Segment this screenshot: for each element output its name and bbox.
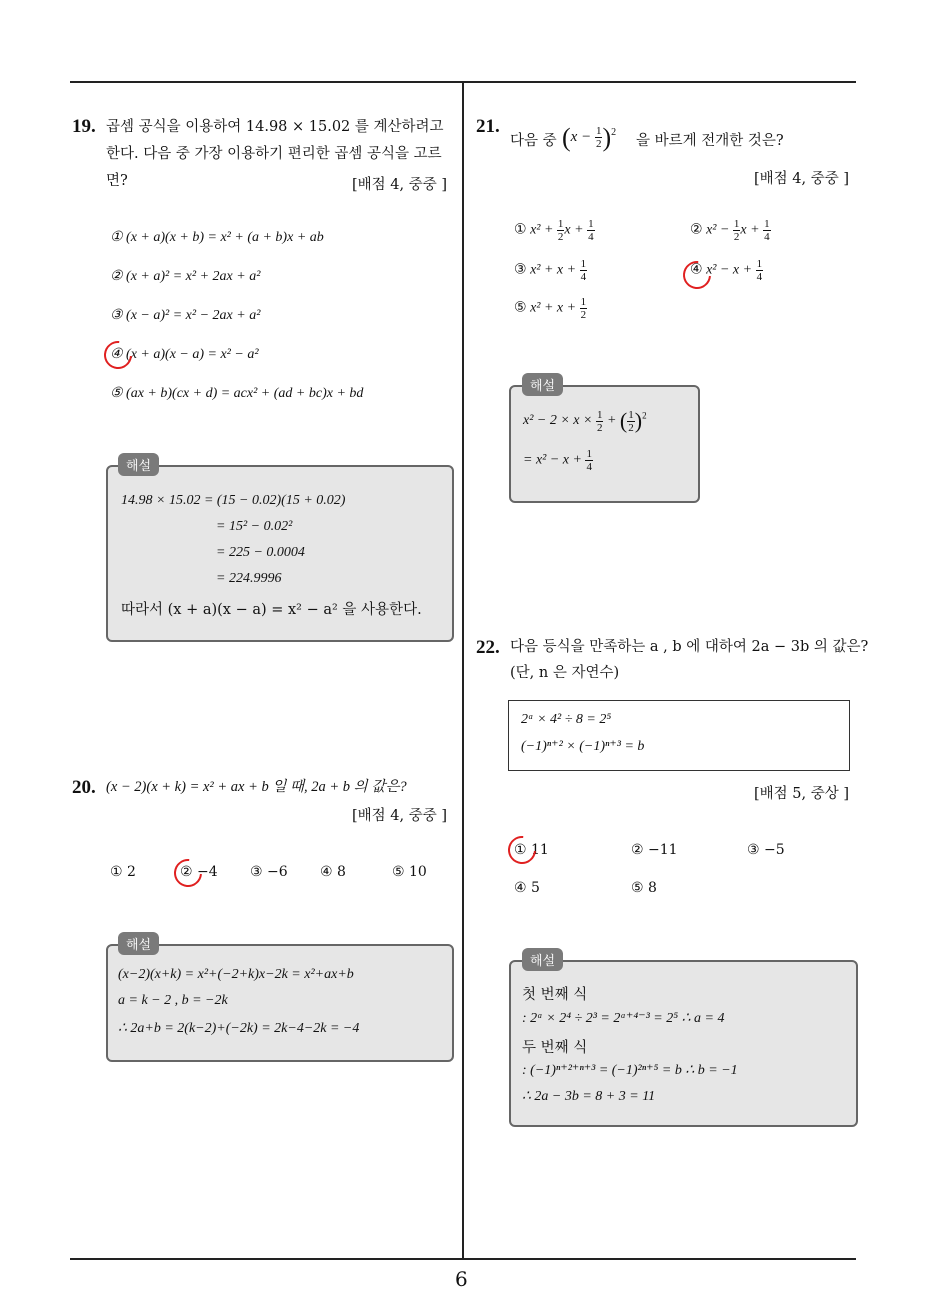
solution-line: ∴ 2a+b = 2(k−2)+(−2k) = 2k−4−2k = −4 xyxy=(118,1021,360,1036)
choice-3[interactable]: ③ −6 xyxy=(250,864,288,880)
solution-line: 14.98 × 15.02 = (15 − 0.02)(15 + 0.02) xyxy=(121,493,346,508)
question-text-post: 을 바르게 전개한 것은? xyxy=(636,133,784,149)
solution-line: = 224.9996 xyxy=(216,571,282,586)
column-divider xyxy=(462,81,464,1259)
solution-line: a = k − 2 , b = −2k xyxy=(118,993,228,1008)
choice-5[interactable]: ⑤ 10 xyxy=(392,864,427,880)
solution-line: (x−2)(x+k) = x²+(−2+k)x−2k = x²+ax+b xyxy=(118,967,354,982)
choice-3[interactable]: ③ x² + x + $\frac{1}{4}$ xyxy=(514,258,587,283)
solution-line: = 225 − 0.0004 xyxy=(216,545,305,560)
question-text-line: 한다. 다음 중 가장 이용하기 편리한 곱셈 공식을 고르 xyxy=(106,146,442,162)
question-text: (x − 2)(x + k) = x² + ax + b 일 때, 2a + b 의 값은? xyxy=(106,779,407,795)
solution-line: 두 번째 식 xyxy=(522,1040,588,1056)
solution-line: = 15² − 0.02² xyxy=(216,519,293,534)
choice-5[interactable]: ⑤ (ax + b)(cx + d) = acx² + (ad + bc)x + bd xyxy=(110,386,364,401)
solution-line: = x² − x + $\frac{1}{4}$ xyxy=(523,448,592,473)
question-number: 19. xyxy=(72,116,96,137)
solution-line: 첫 번째 식 xyxy=(522,987,588,1003)
question-expression: (x − $\frac{1}{2}$ )$^2$ xyxy=(562,123,617,153)
answer-mark-circle xyxy=(168,853,207,892)
bottom-rule xyxy=(70,1258,856,1260)
choice-1[interactable]: ① x² + $\frac{1}{2}$ x + $\frac{1}{4}$ xyxy=(514,218,594,243)
solution-tag: 해설 xyxy=(118,453,159,476)
question-number: 21. xyxy=(476,116,500,137)
question-text-line: (단, n 은 자연수) xyxy=(510,665,620,681)
choice-2[interactable]: ② x² − $\frac{1}{2}$ x + $\frac{1}{4}$ xyxy=(690,218,770,243)
choice-2[interactable]: ② −4 xyxy=(180,864,218,880)
answer-mark-circle xyxy=(502,830,541,869)
solution-line: : 2ᵃ × 2⁴ ÷ 2³ = 2ᵃ⁺⁴⁻³ = 2⁵ ∴ a = 4 xyxy=(522,1011,725,1026)
question-text-line: 곱셈 공식을 이용하여 14.98 × 15.02 를 계산하려고 xyxy=(106,119,444,135)
answer-mark-circle xyxy=(98,335,137,374)
choice-4[interactable]: ④ 8 xyxy=(320,864,346,880)
choice-2[interactable]: ② −11 xyxy=(631,842,678,858)
question-text-pre: 다음 중 xyxy=(510,133,557,149)
choice-4[interactable]: ④ x² − x + $\frac{1}{4}$ xyxy=(690,258,763,283)
choice-3[interactable]: ③ −5 xyxy=(747,842,785,858)
question-text-line: 면? xyxy=(106,173,128,189)
score-label: [배점 4, 중중 ] xyxy=(352,808,448,824)
choice-4[interactable]: ④ 5 xyxy=(514,880,540,896)
choice-5[interactable]: ⑤ x² + x + $\frac{1}{2}$ xyxy=(514,296,587,321)
solution-tag: 해설 xyxy=(522,373,563,396)
solution-tag: 해설 xyxy=(118,932,159,955)
solution-tag: 해설 xyxy=(522,948,563,971)
choice-1[interactable]: ① (x + a)(x + b) = x² + (a + b)x + ab xyxy=(110,230,324,245)
solution-line: ∴ 2a − 3b = 8 + 3 = 11 xyxy=(522,1089,656,1104)
choice-5[interactable]: ⑤ 8 xyxy=(631,880,657,896)
question-text-line: 다음 등식을 만족하는 a , b 에 대하여 2a − 3b 의 값은? xyxy=(510,639,869,655)
question-number: 20. xyxy=(72,777,96,798)
page-number: 6 xyxy=(455,1267,468,1291)
score-label: [배점 4, 중중 ] xyxy=(754,171,850,187)
choice-3[interactable]: ③ (x − a)² = x² − 2ax + a² xyxy=(110,308,261,323)
solution-line: x² − 2 × x × $\frac{1}{2}$ + ( $\frac{1}{2}$ )$^2$ xyxy=(523,408,647,434)
score-label: [배점 4, 중중 ] xyxy=(352,177,448,193)
choice-1[interactable]: ① 2 xyxy=(110,864,136,880)
choice-1[interactable]: ① 11 xyxy=(514,842,549,858)
condition-line: 2ᵃ × 4² ÷ 8 = 2⁵ xyxy=(521,712,612,727)
condition-box xyxy=(508,700,850,771)
solution-line: 따라서 (x + a)(x − a) = x² − a² 을 사용한다. xyxy=(121,602,422,618)
solution-box xyxy=(509,385,700,503)
score-label: [배점 5, 중상 ] xyxy=(754,786,850,802)
condition-line: (−1)ⁿ⁺² × (−1)ⁿ⁺³ = b xyxy=(521,739,645,754)
solution-line: : (−1)ⁿ⁺²⁺ⁿ⁺³ = (−1)²ⁿ⁺⁵ = b ∴ b = −1 xyxy=(522,1063,738,1078)
choice-2[interactable]: ② (x + a)² = x² + 2ax + a² xyxy=(110,269,261,284)
choice-4[interactable]: ④ (x + a)(x − a) = x² − a² xyxy=(110,347,259,362)
question-number: 22. xyxy=(476,637,500,658)
